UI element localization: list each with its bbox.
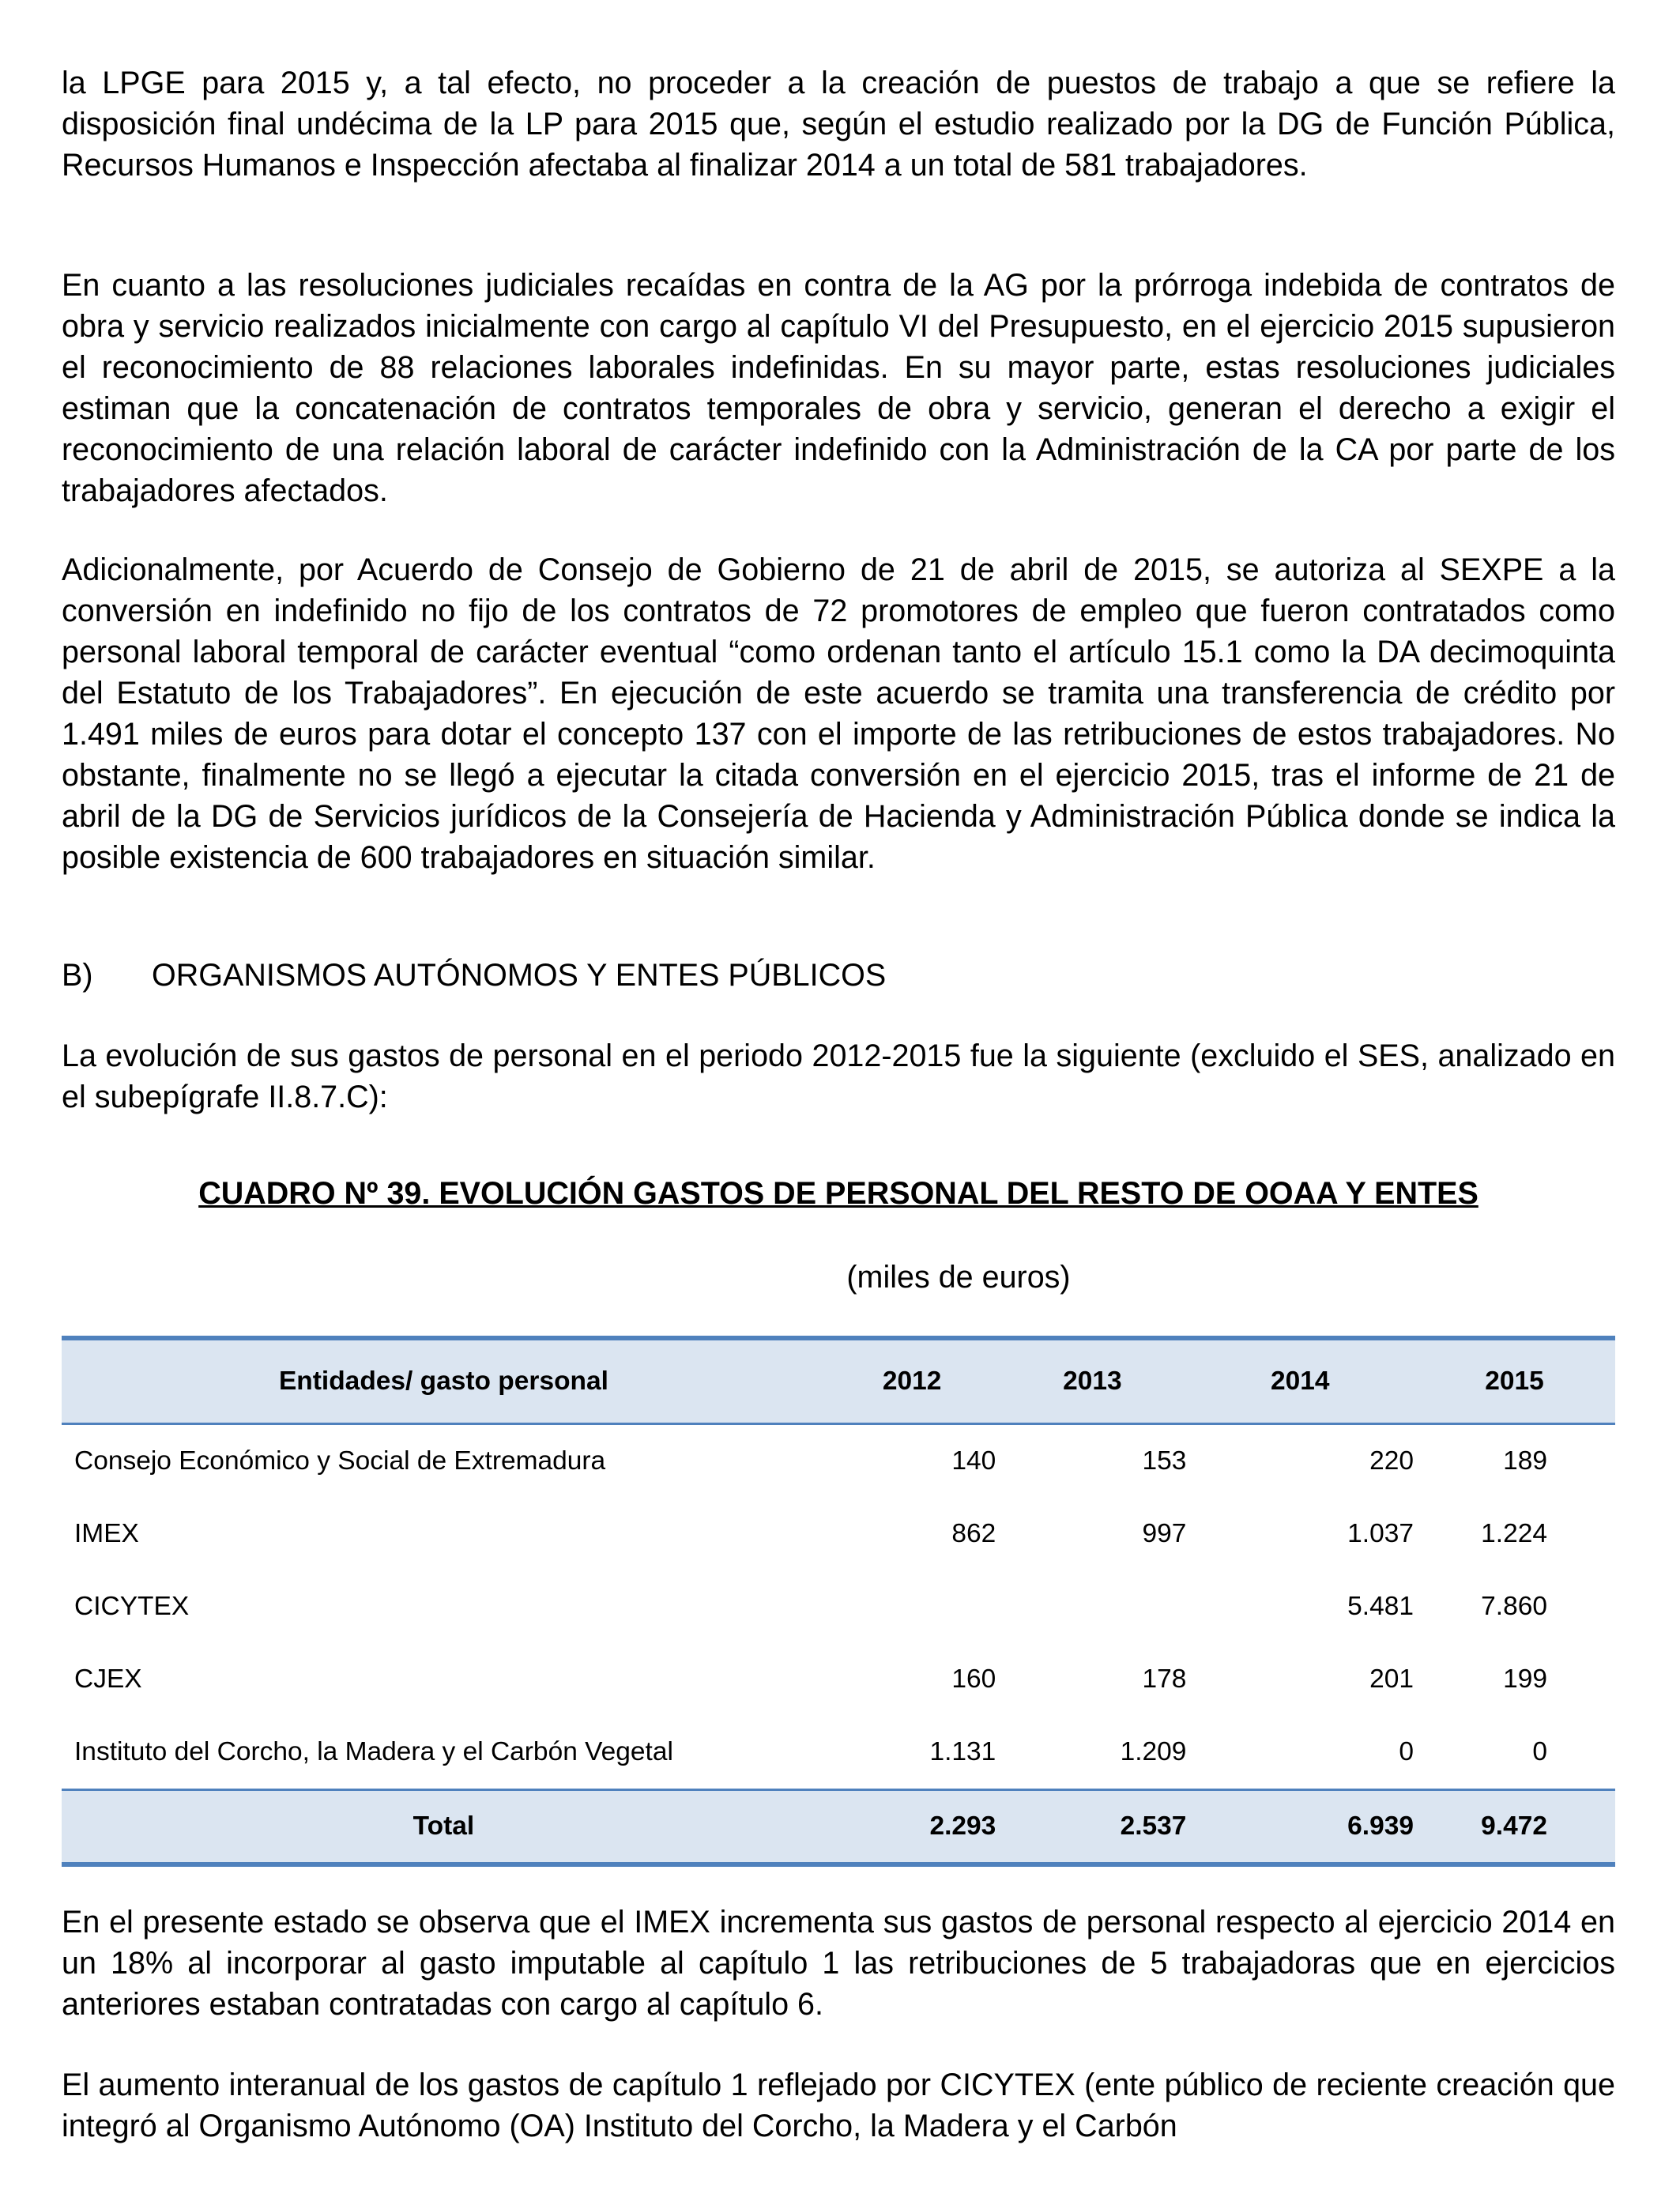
header-2014: 2014 bbox=[1186, 1338, 1414, 1424]
header-2012: 2012 bbox=[826, 1338, 998, 1424]
paragraph-intro: La evolución de sus gastos de personal en el periodo 2012-2015 fue la siguiente (excluido el SES, analizado en el subepígrafe II.8.7.C): bbox=[62, 1039, 1615, 1114]
paragraph-resoluciones-judiciales: En cuanto a las resoluciones judiciales recaídas en contra de la AG por la prórroga indebida de contratos de obra y servicio realizados inicialmente con cargo al capítulo VI del Presupuesto, en el ejercicio 2015 supusieron el reconocimiento de 88 relaciones laborales indefinidas. En su mayor parte, estas resoluciones judiciales estiman que la concatenación de contratos temporales de obra y servicio, generan el derecho a exigir el reconocimiento de una relación laboral de carácter indefinido con la Administración de la CA por parte de los trabajadores afectados. bbox=[62, 268, 1615, 508]
total-2014: 6.939 bbox=[1186, 1790, 1414, 1865]
table-row bbox=[62, 1498, 1615, 1570]
value-2014: 220 bbox=[1369, 1446, 1414, 1476]
value-2014: 1.037 bbox=[1347, 1519, 1414, 1548]
paragraph-cicytex: El aumento interanual de los gastos de capítulo 1 reflejado por CICYTEX (ente público de reciente creación que integró al Organismo Autónomo (OA) Instituto del Corcho, la Madera y el Carbón bbox=[62, 2068, 1615, 2143]
entity-name: Instituto del Corcho, la Madera y el Carbón Vegetal bbox=[74, 1737, 673, 1766]
value-2012: 140 bbox=[951, 1446, 996, 1476]
total-2012: 2.293 bbox=[826, 1790, 998, 1865]
total-2013: 2.537 bbox=[998, 1790, 1186, 1865]
table-row bbox=[62, 1716, 1615, 1790]
table-caption: CUADRO Nº 39. EVOLUCIÓN GASTOS DE PERSONAL DEL RESTO DE OOAA Y ENTES bbox=[198, 1176, 1478, 1211]
value-2013: 1.209 bbox=[1120, 1737, 1187, 1766]
header-entity: Entidades/ gasto personal bbox=[62, 1338, 826, 1424]
table-units: (miles de euros) bbox=[846, 1260, 1071, 1295]
value-2013: 178 bbox=[1142, 1664, 1187, 1694]
value-2012 bbox=[826, 1570, 998, 1643]
table-header-row bbox=[62, 1338, 1615, 1424]
table-row bbox=[62, 1424, 1615, 1498]
entity-name: CJEX bbox=[74, 1664, 142, 1694]
value-2013: 153 bbox=[1142, 1446, 1187, 1476]
header-2015: 2015 bbox=[1414, 1338, 1615, 1424]
paragraph-lpge: la LPGE para 2015 y, a tal efecto, no proceder a la creación de puestos de trabajo a que se refiere la disposición final undécima de la LP para 2015 que, según el estudio realizado por la DG de Función Pública, Recursos Humanos e Inspección afectaba al finalizar 2014 a un total de 581 trabajadores. bbox=[62, 66, 1615, 183]
value-2014: 0 bbox=[1399, 1737, 1414, 1766]
value-2014: 201 bbox=[1369, 1664, 1414, 1694]
total-label: Total bbox=[62, 1790, 826, 1865]
value-2015: 199 bbox=[1503, 1664, 1547, 1694]
value-2015: 1.224 bbox=[1481, 1519, 1547, 1548]
value-2013: 997 bbox=[1142, 1519, 1187, 1548]
table-total-row bbox=[62, 1790, 1615, 1865]
personnel-expenses-table bbox=[62, 1336, 1615, 1867]
header-2013: 2013 bbox=[998, 1338, 1186, 1424]
paragraph-imex: En el presente estado se observa que el IMEX incrementa sus gastos de personal respecto al ejercicio 2014 en un 18% al incorporar al gasto imputable al capítulo 1 las retribuciones de 5 trabajadoras que en ejercicios anteriores estaban contratadas con cargo al capítulo 6. bbox=[62, 1905, 1615, 2022]
value-2012: 160 bbox=[951, 1664, 996, 1694]
value-2015: 0 bbox=[1532, 1737, 1547, 1766]
value-2015: 189 bbox=[1503, 1446, 1547, 1476]
value-2012: 1.131 bbox=[929, 1737, 996, 1766]
table-row bbox=[62, 1643, 1615, 1716]
section-title: ORGANISMOS AUTÓNOMOS Y ENTES PÚBLICOS bbox=[152, 958, 887, 993]
paragraph-acuerdo-consejo: Adicionalmente, por Acuerdo de Consejo de Gobierno de 21 de abril de 2015, se autoriza al SEXPE a la conversión en indefinido no fijo de los contratos de 72 promotores de empleo que fueron contratados como personal laboral temporal de carácter eventual “como ordenan tanto el artículo 15.1 como la DA decimoquinta del Estatuto de los Trabajadores”. En ejecución de este acuerdo se tramita una transferencia de crédito por 1.491 miles de euros para dotar el concepto 137 con el importe de las retribuciones de estos trabajadores. No obstante, finalmente no se llegó a ejecutar la citada conversión en el ejercicio 2015, tras el informe de 21 de abril de la DG de Servicios jurídicos de la Consejería de Hacienda y Administración Pública donde se indica la posible existencia de 600 trabajadores en situación similar. bbox=[62, 552, 1615, 875]
total-2015: 9.472 bbox=[1414, 1790, 1615, 1865]
value-2013 bbox=[998, 1570, 1186, 1643]
entity-name: Consejo Económico y Social de Extremadura bbox=[74, 1446, 606, 1476]
table-row bbox=[62, 1570, 1615, 1643]
section-heading bbox=[62, 955, 886, 996]
value-2014: 5.481 bbox=[1347, 1592, 1414, 1621]
entity-name: CICYTEX bbox=[74, 1592, 190, 1621]
entity-name: IMEX bbox=[74, 1519, 139, 1548]
value-2015: 7.860 bbox=[1481, 1592, 1547, 1621]
value-2012: 862 bbox=[951, 1519, 996, 1548]
section-letter: B) bbox=[62, 958, 93, 993]
